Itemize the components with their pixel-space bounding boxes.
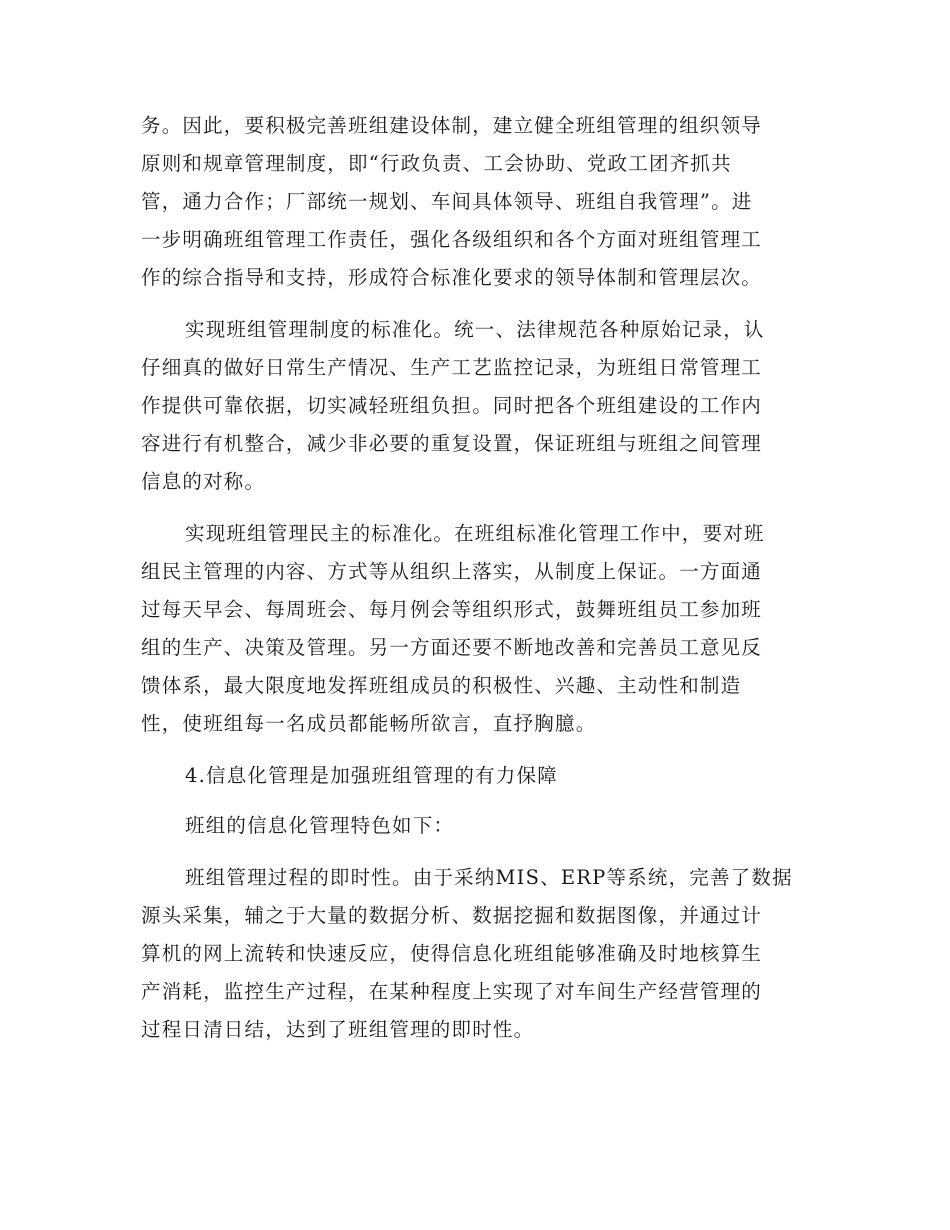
text-line: 务。因此，要积极完善班组建设体制，建立健全班组管理的组织领导 <box>141 114 763 137</box>
text-line: 组的生产、决策及管理。另一方面还要不断地改善和完善员工意见反 <box>141 636 763 659</box>
text-line: 组民主管理的内容、方式等从组织上落实，从制度上保证。一方面通 <box>141 560 763 583</box>
text-line: 班组管理过程的即时性。由于采纳MIS、ERP等系统，完善了数据 <box>185 866 793 889</box>
text-line: 原则和规章管理制度，即“行政负责、工会协助、党政工团齐抓共 <box>141 152 732 175</box>
text-line: 信息的对称。 <box>141 470 266 493</box>
text-line: 实现班组管理民主的标准化。在班组标准化管理工作中，要对班 <box>185 522 765 545</box>
text-line: 一步明确班组管理工作责任，强化各级组织和各个方面对班组管理工 <box>141 228 763 251</box>
text-line: 容进行有机整合，减少非必要的重复设置，保证班组与班组之间管理 <box>141 432 763 455</box>
text-line: 作的综合指导和支持，形成符合标准化要求的领导体制和管理层次。 <box>141 266 763 289</box>
text-line: 管，通力合作；厂部统一规划、车间具体领导、班组自我管理”。进 <box>141 190 753 213</box>
text-line: 过每天早会、每周班会、每月例会等组织形式，鼓舞班组员工参加班 <box>141 598 763 621</box>
text-line: 实现班组管理制度的标准化。统一、法律规范各种原始记录，认 <box>185 318 765 341</box>
text-line: 算机的网上流转和快速反应，使得信息化班组能够准确及时地核算生 <box>141 942 763 965</box>
section-heading: 4.信息化管理是加强班组管理的有力保障 <box>185 764 558 787</box>
text-line: 过程日清日结，达到了班组管理的即时性。 <box>141 1018 535 1041</box>
text-line: 仔细真的做好日常生产情况、生产工艺监控记录，为班组日常管理工 <box>141 356 763 379</box>
text-line: 作提供可靠依据，切实减轻班组负担。同时把各个班组建设的工作内 <box>141 394 763 417</box>
text-line: 源头采集，辅之于大量的数据分析、数据挖掘和数据图像，并通过计 <box>141 904 763 927</box>
text-line: 产消耗，监控生产过程，在某种程度上实现了对车间生产经营管理的 <box>141 980 763 1003</box>
text-line: 馈体系，最大限度地发挥班组成员的积极性、兴趣、主动性和制造 <box>141 674 742 697</box>
intro-line: 班组的信息化管理特色如下： <box>185 814 455 837</box>
text-line: 性，使班组每一名成员都能畅所欲言，直抒胸臆。 <box>141 712 597 735</box>
